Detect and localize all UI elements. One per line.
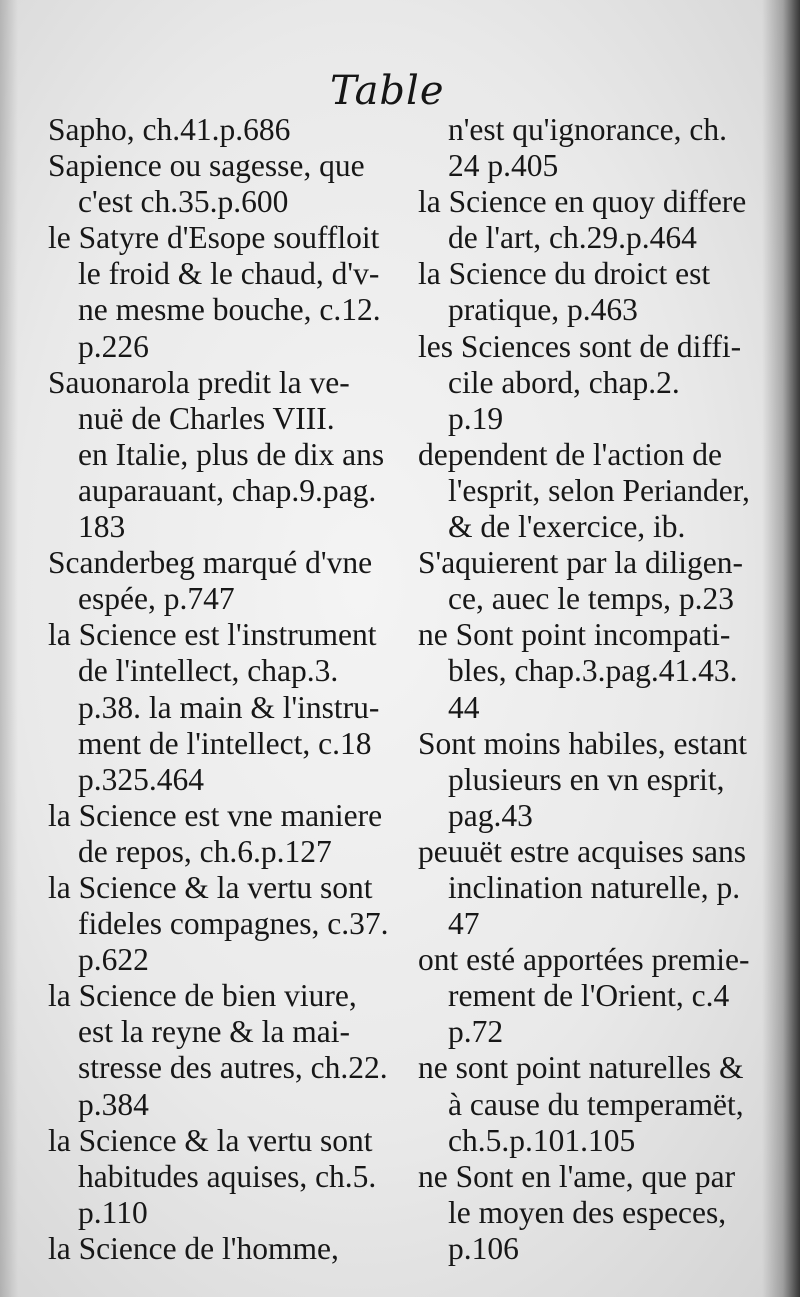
index-line: bles, chap.3.pag.41.43. xyxy=(448,653,738,689)
index-line: & de l'exercice, ib. xyxy=(448,509,686,545)
index-line: le moyen des especes, xyxy=(448,1194,727,1230)
index-line: 183 xyxy=(78,509,126,545)
index-line: n'est qu'ignorance, ch. xyxy=(448,112,728,147)
index-line: de l'art, ch.29.p.464 xyxy=(448,220,697,256)
index-line: nuë de Charles VIII. xyxy=(78,400,335,436)
index-line: Scanderbeg marqué d'vne xyxy=(48,545,373,581)
index-line: le Satyre d'Esope souffloit xyxy=(48,220,380,256)
index-line: ne Sont point incompati- xyxy=(418,617,731,653)
index-line: stresse des autres, ch.22. xyxy=(78,1050,388,1086)
index-line: de l'intellect, chap.3. xyxy=(78,653,339,689)
index-line: ment de l'intellect, c.18 xyxy=(78,725,372,761)
index-line: la Science est l'instrument xyxy=(48,617,377,653)
index-column-left xyxy=(48,112,398,1267)
index-line: 24 p.405 xyxy=(448,148,559,184)
index-line: ne sont point naturelles & xyxy=(418,1050,744,1086)
index-line: rement de l'Orient, c.4 xyxy=(448,978,730,1014)
index-line: est la reyne & la mai- xyxy=(78,1014,351,1050)
index-line: Sapho, ch.41.p.686 xyxy=(48,112,291,147)
index-line: pratique, p.463 xyxy=(448,292,638,328)
index-line: p.622 xyxy=(78,942,149,978)
index-line: pag.43 xyxy=(448,797,533,833)
index-line: de repos, ch.6.p.127 xyxy=(78,833,332,869)
index-line: l'esprit, selon Periander, xyxy=(448,472,750,508)
index-line: p.38. la main & l'instru- xyxy=(78,689,380,725)
index-line: dependent de l'action de xyxy=(418,436,722,472)
index-line: ont esté apportées premie- xyxy=(418,942,750,978)
index-line: p.72 xyxy=(448,1014,504,1050)
index-line: la Science de bien viure, xyxy=(48,978,357,1014)
index-line: Sauonarola predit la ve- xyxy=(48,364,350,400)
gutter-shadow xyxy=(0,0,18,1297)
index-line: plusieurs en vn esprit, xyxy=(448,761,725,797)
index-line: ne mesme bouche, c.12. xyxy=(78,292,381,328)
index-line: p.226 xyxy=(78,328,149,364)
index-line: p.19 xyxy=(448,400,504,436)
index-line: 44 xyxy=(448,689,480,725)
running-head: Table xyxy=(330,68,445,114)
index-line: la Science & la vertu sont xyxy=(48,869,373,905)
index-line: la Science & la vertu sont xyxy=(48,1122,373,1158)
index-line: cile abord, chap.2. xyxy=(448,364,680,400)
index-line: habitudes aquises, ch.5. xyxy=(78,1158,377,1194)
index-line: espée, p.747 xyxy=(78,581,235,617)
index-line: ch.5.p.101.105 xyxy=(448,1122,636,1158)
index-line: p.106 xyxy=(448,1230,519,1266)
index-line: la Science en quoy differe xyxy=(418,184,747,220)
index-line: p.110 xyxy=(78,1194,148,1230)
index-line: p.325.464 xyxy=(78,761,204,797)
index-line: Sapience ou sagesse, que xyxy=(48,148,365,184)
index-line: les Sciences sont de diffi- xyxy=(418,328,742,364)
index-line: p.384 xyxy=(78,1086,149,1122)
index-line: S'aquierent par la diligen- xyxy=(418,545,743,581)
index-line: la Science est vne maniere xyxy=(48,797,383,833)
index-line: auparauant, chap.9.pag. xyxy=(78,472,377,508)
index-line: le froid & le chaud, d'v- xyxy=(78,256,380,292)
index-line: Sont moins habiles, estant xyxy=(418,725,747,761)
index-column-right xyxy=(418,112,768,1267)
index-line: inclination naturelle, p. xyxy=(448,869,741,905)
index-line: ne Sont en l'ame, que par xyxy=(418,1158,736,1194)
index-line: peuuët estre acquises sans xyxy=(418,833,747,869)
index-line: la Science du droict est xyxy=(418,256,711,292)
index-line: en Italie, plus de dix ans xyxy=(78,436,385,472)
index-line: 47 xyxy=(448,906,480,942)
index-line: à cause du temperamët, xyxy=(448,1086,744,1122)
index-line: ce, auec le temps, p.23 xyxy=(448,581,735,617)
index-line: c'est ch.35.p.600 xyxy=(78,184,289,220)
index-line: fideles compagnes, c.37. xyxy=(78,906,389,942)
index-line: la Science de l'homme, xyxy=(48,1230,339,1266)
